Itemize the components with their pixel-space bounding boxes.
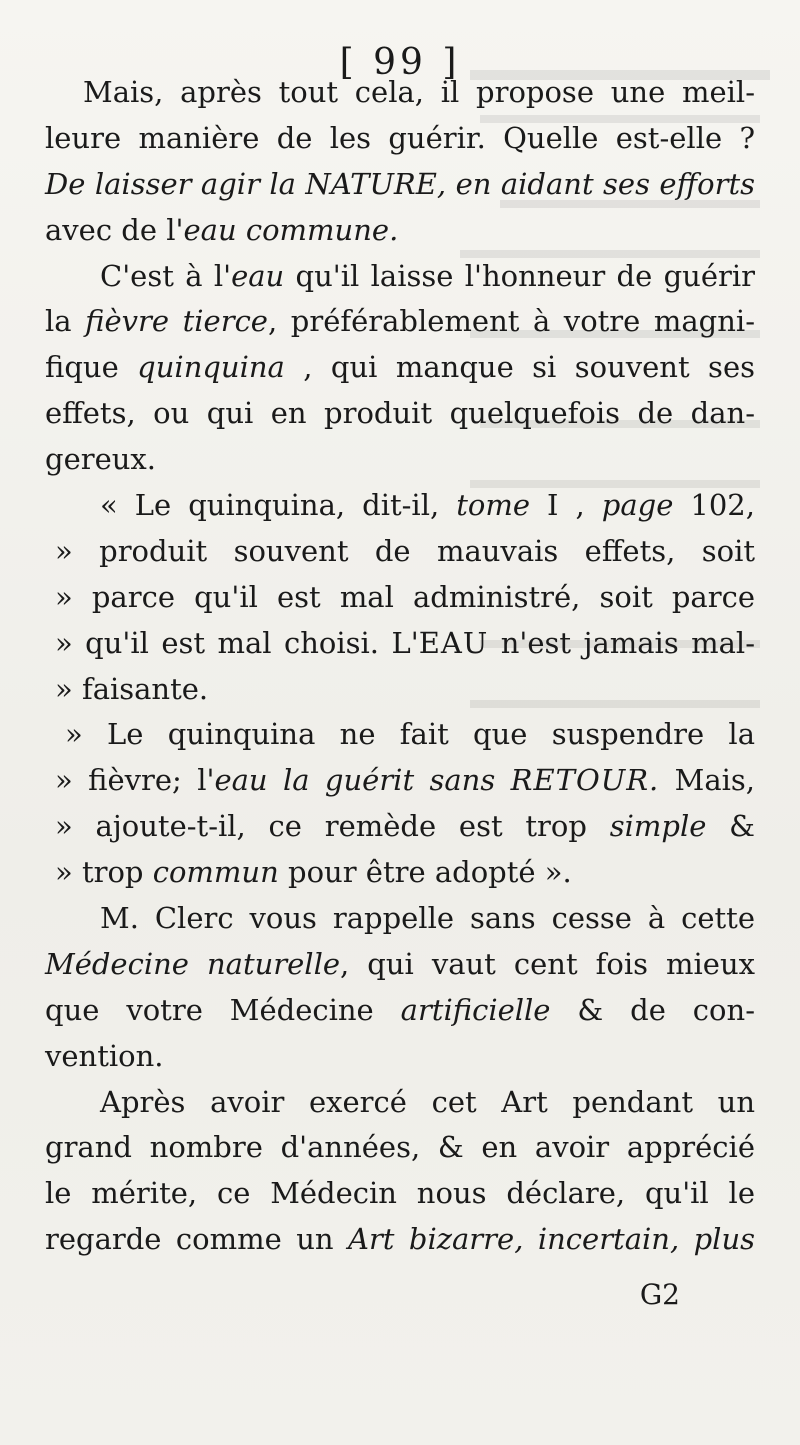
text-line: vention. bbox=[45, 1038, 164, 1073]
text-line: avec de l'eau commune. bbox=[45, 212, 399, 247]
text-line: fique quinquina , qui manque si souvent ses bbox=[45, 350, 755, 385]
text-line: Mais, après tout cela, il propose une meil- bbox=[83, 75, 755, 109]
quote-line: » fièvre; l'eau la guérit sans RETOUR. Mais, bbox=[55, 763, 755, 798]
text-line: le mérite, ce Médecin nous déclare, qu'il le bbox=[45, 1176, 755, 1211]
quote-line: » qu'il est mal choisi. L'EAU n'est jamais mal- bbox=[55, 625, 756, 660]
quote-line: » faisante. bbox=[55, 671, 209, 706]
page-number: [ 99 ] bbox=[339, 42, 461, 83]
text-line: De laisser agir la NATURE, en aidant ses efforts bbox=[45, 166, 755, 201]
text-line: grand nombre d'années, & en avoir apprécié bbox=[45, 1130, 755, 1165]
quote-line: » Le quinquina ne fait que suspendre la bbox=[65, 717, 755, 752]
quote-line: « Le quinquina, dit-il, tome I , page 102, bbox=[100, 488, 755, 523]
text-line: Après avoir exercé cet Art pendant un bbox=[100, 1084, 755, 1119]
quote-line: » ajoute-t-il, ce remède est trop simple & bbox=[55, 809, 755, 844]
body-text bbox=[45, 70, 755, 1263]
text-line: M. Clerc vous rappelle sans cesse à cette bbox=[100, 901, 755, 936]
text-line: C'est à l'eau qu'il laisse l'honneur de guérir bbox=[100, 258, 755, 293]
text-line: la fièvre tierce, préférablement à votre magni- bbox=[45, 304, 755, 339]
signature-mark: G2 bbox=[639, 1278, 680, 1311]
quote-line: » parce qu'il est mal administré, soit parce bbox=[55, 579, 755, 614]
quote-line: » trop commun pour être adopté ». bbox=[55, 855, 572, 890]
text-line: regarde comme un Art bizarre, incertain, plus bbox=[45, 1222, 756, 1257]
quote-line: » produit souvent de mauvais effets, soit bbox=[55, 533, 755, 568]
text-line: gereux. bbox=[45, 442, 157, 477]
text-line: Médecine naturelle, qui vaut cent fois mieux bbox=[45, 946, 755, 981]
text-line: effets, ou qui en produit quelquefois de dan- bbox=[45, 396, 755, 431]
text-line: leure manière de les guérir. Quelle est-elle ? bbox=[45, 120, 755, 155]
text-line: que votre Médecine artificielle & de con- bbox=[45, 992, 755, 1027]
